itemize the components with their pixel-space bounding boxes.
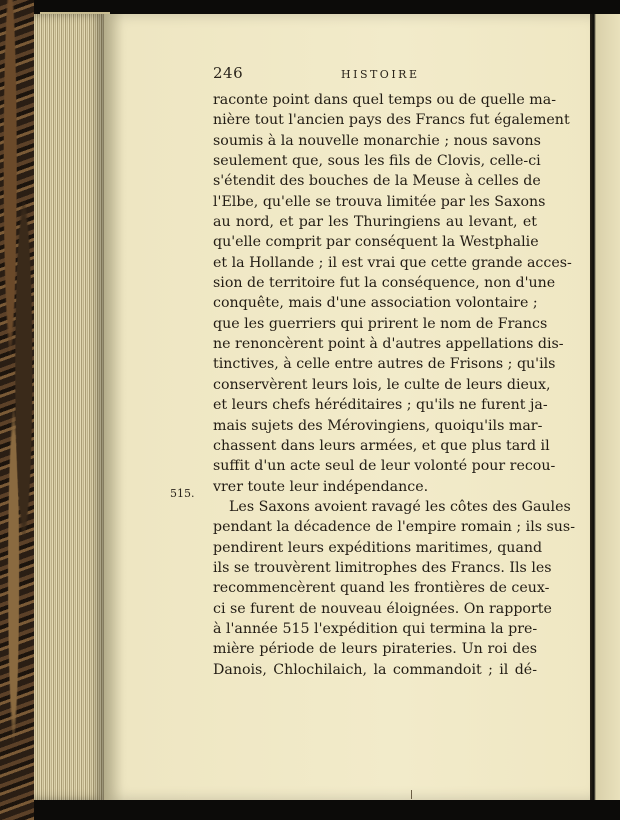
text-line: ils se trouvèrent limitrophes des Francs. Ils les xyxy=(213,559,552,576)
text-line: qu'elle comprit par conséquent la Westphalie xyxy=(213,234,539,251)
text-line: l'Elbe, qu'elle se trouva limitée par les Saxons xyxy=(213,193,546,210)
body-text xyxy=(213,90,576,680)
text-line: au nord, et par les Thuringiens au levant, et xyxy=(213,214,537,231)
text-line: chassent dans leurs armées, et que plus tard il xyxy=(213,437,550,454)
page-block-edges xyxy=(34,14,106,800)
running-title: HISTOIRE xyxy=(341,68,420,81)
text-line: nière tout l'ancien pays des Francs fut également xyxy=(213,112,570,129)
text-line: recommencèrent quand les frontières de ceux- xyxy=(213,580,550,597)
text-line: tinctives, à celle entre autres de Frisons ; qu'ils xyxy=(213,356,556,373)
page-number: 246 xyxy=(213,64,244,82)
text-line: seulement que, sous les fils de Clovis, celle-ci xyxy=(213,153,541,170)
text-line: ci se furent de nouveau éloignées. On rapporte xyxy=(213,600,552,617)
text-line: conquête, mais d'une association volontaire ; xyxy=(213,295,538,312)
text-line: et leurs chefs héréditaires ; qu'ils ne furent ja- xyxy=(213,397,548,414)
text-line: s'étendit des bouches de la Meuse à celles de xyxy=(213,173,541,190)
text-line: et la Hollande ; il est vrai que cette grande acces- xyxy=(213,254,572,271)
text-line: pendirent leurs expéditions maritimes, quand xyxy=(213,539,543,556)
page-header xyxy=(213,64,535,88)
text-line: raconte point dans quel temps ou de quelle ma- xyxy=(213,92,557,108)
text-line: sion de territoire fut la conséquence, non d'une xyxy=(213,275,556,292)
text-line: pendant la décadence de l'empire romain ; ils sus- xyxy=(213,519,576,536)
text-line: soumis à la nouvelle monarchie ; nous savons xyxy=(213,132,541,149)
text-line: à l'année 515 l'expédition qui termina la pre- xyxy=(213,620,538,637)
text-line: mière période de leurs pirateries. Un roi des xyxy=(213,641,537,658)
text-line: conservèrent leurs lois, le culte de leurs dieux, xyxy=(213,376,551,393)
text-line: mais sujets des Mérovingiens, quoiqu'ils mar- xyxy=(213,417,543,434)
signature-mark xyxy=(411,790,412,799)
text-line: ne renoncèrent point à d'autres appellations dis- xyxy=(213,336,564,353)
text-line: vrer toute leur indépendance. xyxy=(213,478,429,495)
text-line: suffit d'un acte seul de leur volonté pour recou- xyxy=(213,458,556,475)
text-line: Danois, Chlochilaich, la commandoit ; il dé- xyxy=(213,661,537,678)
text-line: que les guerriers qui prirent le nom de Francs xyxy=(213,315,548,332)
facing-page-edge xyxy=(590,14,620,800)
book-cover-edge xyxy=(0,0,34,820)
text-line: Les Saxons avoient ravagé les côtes des Gaules xyxy=(229,498,571,515)
margin-year-note: 515. xyxy=(170,487,195,500)
